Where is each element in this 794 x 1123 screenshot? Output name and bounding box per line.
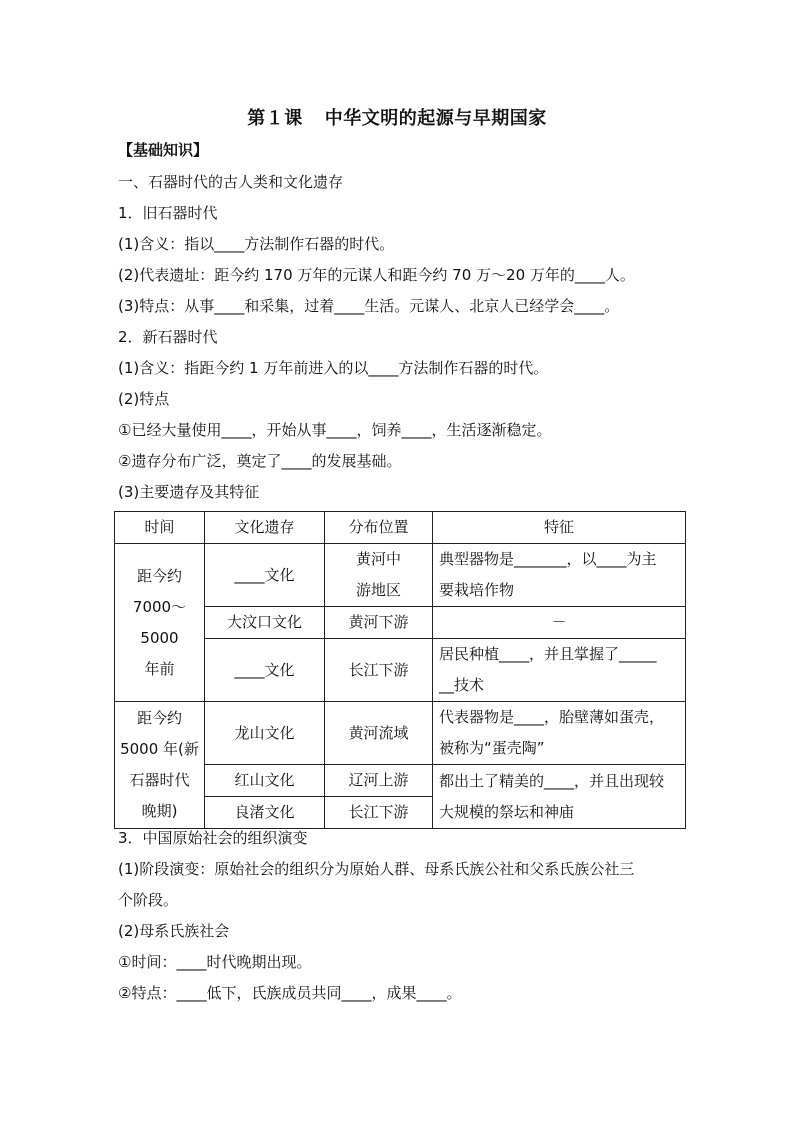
culture-cell: 大汶口文化 xyxy=(205,607,325,639)
table-header-row xyxy=(115,512,686,544)
matriarchal-features: ②特点：____低下，氏族成员共同____，成果____。 xyxy=(118,984,462,1002)
neolithic-features-heading: (2)特点 xyxy=(118,390,170,408)
location-cell: 辽河上游 xyxy=(325,765,433,797)
relics-table xyxy=(114,511,686,829)
paleolithic-sites: (2)代表遗址：距今约 170 万年的元谋人和距今约 70 万～20 万年的____人。 xyxy=(118,266,635,284)
period-early: 距今约 7000～ 5000 年前 xyxy=(115,544,205,702)
lesson-number: 第１课 xyxy=(247,108,303,129)
feature-cell: 都出土了精美的____，并且出现较 大规模的祭坛和神庙 xyxy=(433,765,686,829)
culture-cell: 龙山文化 xyxy=(205,702,325,765)
culture-cell: ____文化 xyxy=(205,639,325,702)
culture-cell: 良渚文化 xyxy=(205,797,325,829)
header-time: 时间 xyxy=(115,512,205,544)
feature-cell: 居民种植____，并且掌握了_____ __技术 xyxy=(433,639,686,702)
heading-paleolithic: 1．旧石器时代 xyxy=(118,204,218,222)
organization-stages: (1)阶段演变：原始社会的组织分为原始人群、母系氏族公社和父系氏族公社三 xyxy=(118,860,635,878)
section-heading: 【基础知识】 xyxy=(118,141,209,159)
location-cell: 黄河流域 xyxy=(325,702,433,765)
header-feature: 特征 xyxy=(433,512,686,544)
neolithic-feature-2: ②遗存分布广泛，奠定了____的发展基础。 xyxy=(118,452,402,470)
matriarchal-time: ①时间：____时代晚期出现。 xyxy=(118,953,312,971)
location-cell: 长江下游 xyxy=(325,797,433,829)
header-location: 分布位置 xyxy=(325,512,433,544)
heading-stone-age: 一、石器时代的古人类和文化遗存 xyxy=(118,173,344,191)
page-title xyxy=(0,104,794,130)
paleolithic-features: (3)特点：从事____和采集，过着____生活。元谋人、北京人已经学会____。 xyxy=(118,297,620,315)
heading-organization: 3．中国原始社会的组织演变 xyxy=(118,829,308,847)
feature-cell: 典型器物是_______，以____为主 要栽培作物 xyxy=(433,544,686,607)
table-row xyxy=(115,544,686,607)
location-cell: 黄河下游 xyxy=(325,607,433,639)
feature-cell: 代表器物是____，胎壁薄如蛋壳， 被称为“蛋壳陶” xyxy=(433,702,686,765)
paleolithic-definition: (1)含义：指以____方法制作石器的时代。 xyxy=(118,235,395,253)
organization-stages-cont: 个阶段。 xyxy=(118,891,179,909)
location-cell: 黄河中 游地区 xyxy=(325,544,433,607)
neolithic-definition: (1)含义：指距今约 1 万年前进入的以____方法制作石器的时代。 xyxy=(118,359,549,377)
feature-cell: － xyxy=(433,607,686,639)
neolithic-feature-1: ①已经大量使用____，开始从事____，饲养____，生活逐渐稳定。 xyxy=(118,421,552,439)
location-cell: 长江下游 xyxy=(325,639,433,702)
culture-cell: ____文化 xyxy=(205,544,325,607)
relics-heading: (3)主要遗存及其特征 xyxy=(118,483,260,501)
culture-cell: 红山文化 xyxy=(205,765,325,797)
period-late: 距今约 5000 年(新 石器时代 晚期) xyxy=(115,702,205,829)
lesson-name: 中华文明的起源与早期国家 xyxy=(324,108,547,129)
heading-matriarchal: (2)母系氏族社会 xyxy=(118,922,230,940)
heading-neolithic: 2．新石器时代 xyxy=(118,328,218,346)
table-row xyxy=(115,702,686,765)
header-culture: 文化遗存 xyxy=(205,512,325,544)
